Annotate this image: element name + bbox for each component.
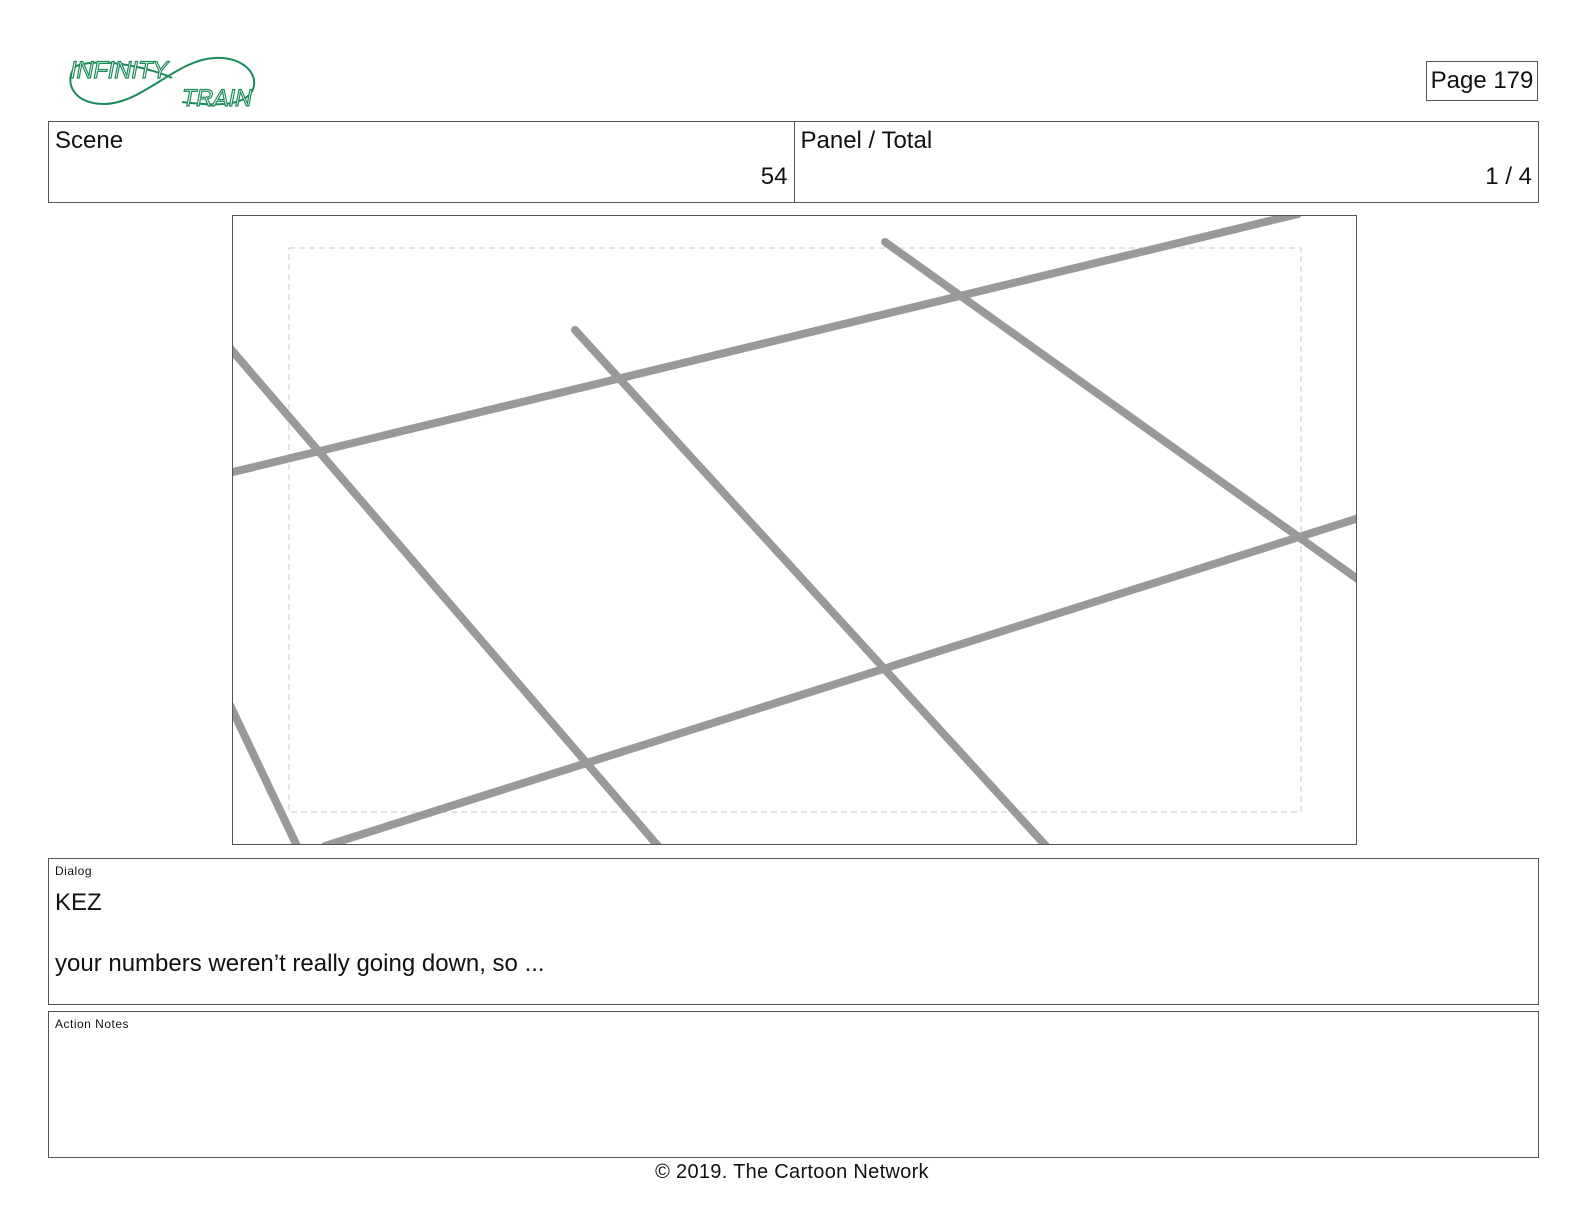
action-notes-label: Action Notes	[55, 1017, 130, 1031]
panel-total-value: 1 / 4	[1485, 163, 1532, 190]
dialog-line: your numbers weren’t really going down, so ...	[55, 950, 545, 977]
sketch-line-middle-diagonal	[575, 330, 1046, 844]
action-notes-box	[48, 1011, 1539, 1158]
copyright-footer: © 2019. The Cartoon Network	[655, 1161, 929, 1183]
logo-text-train: TRAIN	[182, 85, 253, 112]
infinity-loop-icon	[64, 52, 260, 114]
scene-value: 54	[760, 163, 788, 190]
sketch-line-bottom-left	[233, 703, 297, 844]
dialog-label: Dialog	[55, 864, 93, 878]
scene-panel-info	[48, 121, 1539, 203]
storyboard-panel	[232, 215, 1357, 845]
sketch-line-upper-horizontal	[233, 216, 1298, 473]
panel-total-label: Panel / Total	[800, 127, 933, 154]
scene-cell	[49, 122, 794, 202]
scene-label: Scene	[55, 127, 124, 154]
logo-text-infinity: INFINITY	[70, 57, 170, 84]
dialog-box	[48, 858, 1539, 1005]
panel-cell	[794, 122, 1539, 202]
sketch-line-lower-horizontal	[325, 518, 1356, 844]
dialog-speaker: KEZ	[55, 889, 102, 916]
grid-lines	[233, 216, 1356, 844]
page-number: Page 179	[1426, 61, 1538, 101]
panel-sketch	[233, 216, 1356, 844]
sketch-line-right-diagonal	[885, 242, 1356, 580]
infinity-train-logo	[64, 52, 260, 114]
